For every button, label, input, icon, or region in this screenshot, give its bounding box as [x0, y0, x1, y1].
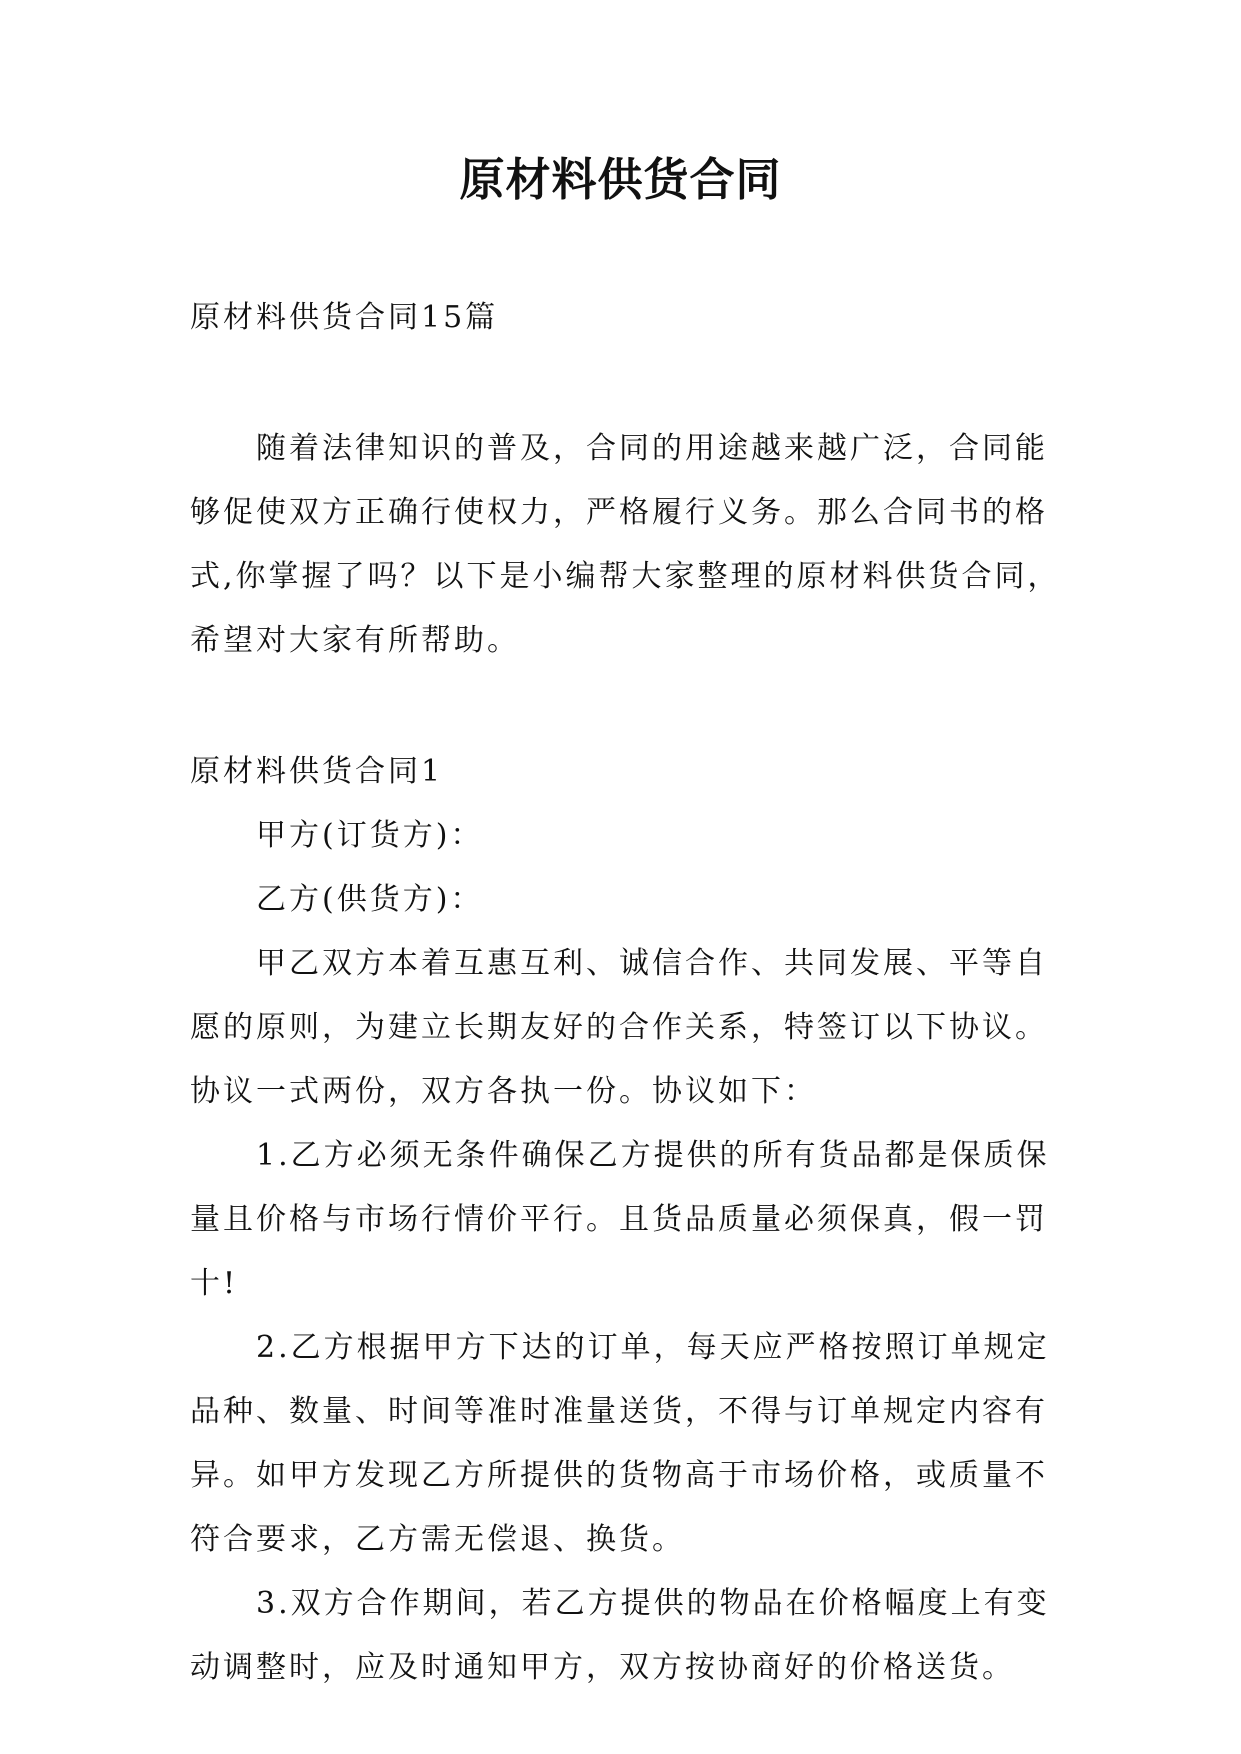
party-a-line: 甲方(订货方)：: [256, 818, 484, 853]
clause-paragraph: 2.乙方根据甲方下达的订单，每天应严格按照订单规定品种、数量、时间等准时准量送货，不得与订单规定内容有异。如甲方发现乙方所提供的货物高于市场价格，或质量不符合要求，乙方需无偿退、换货。: [190, 1330, 1050, 1557]
document-subtitle: 原材料供货合同15篇: [190, 300, 499, 335]
document-title: 原材料供货合同: [459, 153, 782, 206]
party-b-line: 乙方(供货方)：: [256, 882, 484, 917]
clause-paragraph: 3.双方合作期间，若乙方提供的物品在价格幅度上有变动调整时，应及时通知甲方，双方按协商好的价格送货。: [190, 1586, 1050, 1685]
section-heading: 原材料供货合同1: [190, 754, 444, 789]
preamble-paragraph: 甲乙双方本着互惠互利、诚信合作、共同发展、平等自愿的原则，为建立长期友好的合作关系，特签订以下协议。协议一式两份，双方各执一份。协议如下：: [190, 946, 1048, 1109]
intro-paragraph: 随着法律知识的普及，合同的用途越来越广泛，合同能够促使双方正确行使权力，严格履行义务。那么合同书的格式,你掌握了吗？以下是小编帮大家整理的原材料供货合同，希望对大家有所帮助。: [190, 431, 1061, 658]
document-body: [190, 286, 1070, 1700]
clause-paragraph: 1.乙方必须无条件确保乙方提供的所有货品都是保质保量且价格与市场行情价平行。且货品质量必须保真，假一罚十!: [190, 1138, 1050, 1301]
